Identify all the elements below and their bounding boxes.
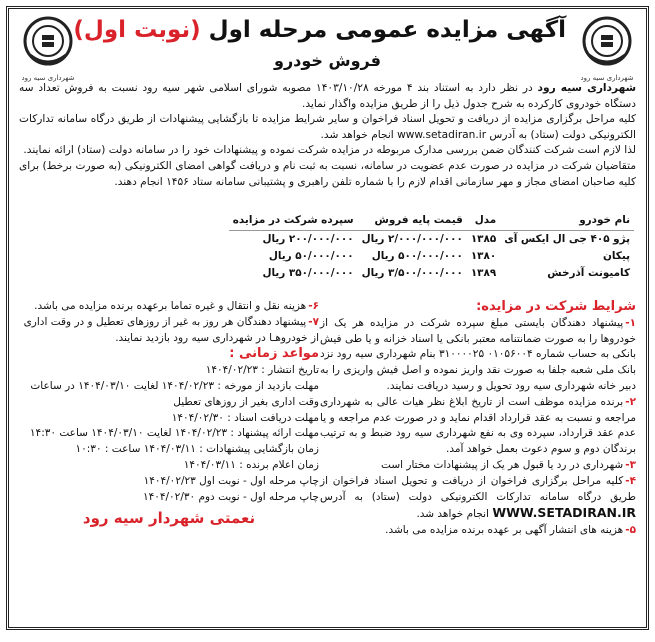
vehicle-base-price: ۳/۵۰۰/۰۰۰/۰۰۰ ریال bbox=[361, 267, 463, 279]
intro-line-1: در نظر دارد به استناد بند ۴ مورخه ۱۴۰۳/۱۰/۲۸ مصوبه شورای اسلامی شهر سیه رود نسبت به فروش تعداد سه دستگاه خودروی کارکرده به شرح جدول ذیل را از طریق مزایده واگذار نماید. bbox=[19, 82, 636, 110]
condition-text: هزینه نقل و انتقال و غیره تماما برعهده برنده مزایده می باشد. bbox=[34, 300, 307, 312]
condition-text: شهرداری در رد یا قبول هر یک از پیشنهادات مختار است bbox=[381, 458, 624, 471]
condition-item bbox=[320, 316, 636, 395]
condition-text: برنده مزایده موظف است از تاریخ ابلاغ نظر هیات عالی به شهرداری مراجعه و نسبت به عقد قرارداد اقدام نماید و در صورت عدم مراجعه و یا عدم عقد قرارداد، سپرده وی به نفع شهرداری سیه رود ضبط و به ترتیب برندگان دوم و سوم دعوت بعمل خواهد آمد. bbox=[320, 395, 636, 456]
schedule-list bbox=[19, 363, 319, 505]
vehicle-deposit: ۲۰۰/۰۰۰/۰۰۰ ریال bbox=[262, 233, 354, 245]
list-item: تاریخ انتشار : ۱۴۰۴/۰۲/۲۳ bbox=[205, 364, 319, 377]
ad-title bbox=[73, 17, 566, 43]
table-row bbox=[229, 265, 634, 282]
header-vehicle-name: نام خودرو bbox=[500, 211, 634, 231]
header-base-price: قیمت پایه فروش bbox=[358, 211, 467, 231]
vehicle-model: ۱۳۸۹ bbox=[470, 267, 497, 279]
conditions-section bbox=[320, 299, 636, 539]
list-item: چاپ مرحله اول - نوبت اول ۱۴۰۴/۰۲/۲۳ bbox=[143, 474, 319, 487]
ad-subtitle: فروش خودرو bbox=[274, 51, 381, 70]
vehicle-name: کامیونت آذرخش bbox=[547, 267, 630, 279]
table-header-row bbox=[229, 211, 634, 231]
header-deposit: سپرده شرکت در مزایده bbox=[229, 211, 358, 231]
intro-paragraph-2: کلیه مراحل برگزاری مزایده از دریافت و تحویل اسناد فراخوان و سایر شرایط مزایده تا بازگشایی پیشنهادات از طریق درگاه سامانه تدارکات الکترونیکی دولت (ستاد) به آدرس www.setadiran.ir انجام خواهد شد. bbox=[19, 113, 636, 141]
vehicle-base-price: ۵۰۰/۰۰۰/۰۰۰ ریال bbox=[371, 250, 463, 262]
condition-number: ۴- bbox=[625, 474, 636, 487]
title-round: (نوبت اول) bbox=[73, 17, 201, 43]
emblem-icon bbox=[20, 15, 76, 73]
condition-number: ۵- bbox=[625, 524, 636, 537]
vehicles-table bbox=[229, 211, 634, 282]
schedule-heading: مواعد زمانی : bbox=[229, 346, 319, 362]
logo-caption: شهرداری سیه رود bbox=[580, 74, 634, 82]
list-item: زمان بازگشایی پیشنهادات : ۱۴۰۴/۰۳/۱۱ ساعت : ۱۰:۳۰ bbox=[75, 443, 319, 456]
intro-paragraph-3: لذا لازم است شرکت کنندگان ضمن بررسی مدارک مربوطه در مزایده شرکت نموده و پیشنهادات خود را در سامانه دولت (ستاد) ارائه نمایند. bbox=[23, 144, 636, 157]
condition-text: کلیه مراحل برگزاری فراخوان از دریافت و تحویل اسناد فراخوان از طریق درگاه سامانه تدارکات الکترونیکی دولت (ستاد) به آدرس bbox=[320, 474, 636, 503]
table-row bbox=[229, 248, 634, 265]
list-item: مهلت ارائه پیشنهاد : ۱۴۰۴/۰۲/۲۳ لغایت ۱۴۰۴/۰۳/۱۰ ساعت ۱۴:۳۰ bbox=[29, 427, 319, 440]
emblem-icon bbox=[579, 15, 635, 73]
intro-org-name: شهرداری سیه رود bbox=[537, 82, 636, 94]
condition-item bbox=[320, 474, 636, 523]
condition-item bbox=[19, 299, 319, 315]
condition-number: ۶- bbox=[308, 300, 319, 312]
condition-item bbox=[19, 315, 319, 347]
title-main: آگهی مزایده عمومی مرحله اول bbox=[208, 17, 566, 43]
table-row bbox=[229, 231, 634, 249]
vehicle-model: ۱۳۸۰ bbox=[470, 250, 497, 262]
mayor-signature: نعمتی شهردار سیه رود bbox=[82, 509, 256, 528]
intro-paragraph-4: متقاضیان شرکت در مزایده در صورت عدم عضویت در سامانه، نسبت به ثبت نام و دریافت گواهی امضای الکترونیکی (به صورت برخط) برای کلیه صاحبان امضای مجاز و مهر سازمانی اقدام لازم را با شماره تلفن راهبری و پشتیبانی سامانه ستاد ۱۴۵۶ انجام دهند. bbox=[19, 159, 636, 188]
condition-item bbox=[320, 458, 636, 474]
condition-number: ۲- bbox=[625, 395, 636, 408]
condition-number: ۱- bbox=[625, 316, 636, 329]
condition-text: هزینه های انتشار آگهی بر عهده برنده مزایده می باشد. bbox=[385, 524, 624, 537]
condition-tail: انجام خواهد شد. bbox=[416, 508, 489, 521]
condition-item bbox=[320, 395, 636, 458]
header-model: مدل bbox=[467, 211, 500, 231]
setad-website-link[interactable]: WWW.SETADIRAN.IR bbox=[492, 505, 636, 521]
vehicle-deposit: ۳۵۰/۰۰۰/۰۰۰ ریال bbox=[262, 267, 354, 279]
list-item: مهلت بازدید از مورخه : ۱۴۰۴/۰۲/۲۳ لغایت ۱۴۰۴/۰۳/۱۰ در ساعات وقت اداری بغیر از روزهای تعطیل bbox=[30, 379, 319, 408]
municipality-logo-left bbox=[15, 15, 81, 85]
logo-caption: شهرداری سیه رود bbox=[21, 74, 75, 82]
vehicle-name: پیکان bbox=[603, 250, 630, 262]
schedule-section bbox=[19, 299, 319, 527]
list-item: زمان اعلام برنده : ۱۴۰۴/۰۳/۱۱ bbox=[183, 458, 319, 471]
list-item: مهلت دریافت اسناد : ۱۴۰۴/۰۲/۳۰ bbox=[171, 411, 319, 424]
vehicle-deposit: ۵۰/۰۰۰/۰۰۰ ریال bbox=[268, 250, 354, 262]
municipality-logo-right bbox=[574, 15, 640, 85]
condition-number: ۳- bbox=[625, 458, 636, 471]
condition-text: پیشنهاد دهندگان بایستی مبلغ سپرده شرکت در مزایده هر یک از خودروها را به صورت ضمانتنامه معتبر بانکی یا اسناد خزانه و یا طی فیش بانکی به حساب شماره ۰۱۰۵۶۰۰۴ ۳۱۰۰۰۰۲۵ بنام شهرداری سیه رود نزد بانک ملی شعبه جلفا به صورت نقد واریز نموده و اصل فیش واریزی را به دبیر خانه شهرداری سیه رود تحویل و رسید دریافت نمایند. bbox=[320, 316, 637, 392]
intro-text bbox=[19, 81, 636, 190]
list-item: چاپ مرحله اول - نوبت دوم ۱۴۰۴/۰۲/۳۰ bbox=[142, 490, 319, 503]
conditions-heading: شرایط شرکت در مزایده: bbox=[476, 299, 636, 314]
vehicle-model: ۱۳۸۵ bbox=[470, 233, 497, 245]
intro-paragraph-1 bbox=[19, 81, 636, 112]
condition-text: پیشنهاد دهندگان هر روز به غیر از روزهای تعطیل و در وقت اداری از خودروهـا در شهرداری سیه رود بازدید نمایند. bbox=[23, 315, 319, 344]
ad-page bbox=[6, 6, 649, 630]
condition-item bbox=[320, 523, 636, 539]
vehicle-name: پژو ۴۰۵ جی ال ایکس آی bbox=[504, 233, 630, 245]
vehicle-base-price: ۲/۰۰۰/۰۰۰/۰۰۰ ریال bbox=[361, 233, 463, 245]
condition-number: ۷- bbox=[308, 315, 319, 328]
